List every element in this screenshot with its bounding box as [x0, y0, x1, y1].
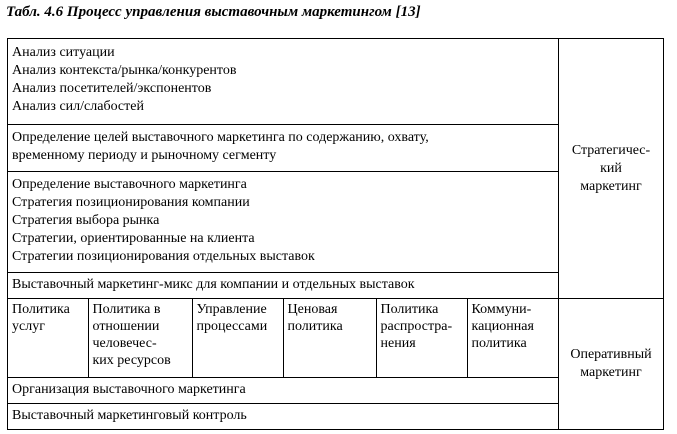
operational-marketing-label	[559, 299, 664, 430]
text-line: Коммуни-	[471, 302, 532, 317]
policy-column	[88, 299, 192, 377]
table-caption: Табл. 4.6 Процесс управления выставочным маркетингом [13]	[6, 4, 421, 20]
policy-column	[376, 299, 467, 377]
text-line: Стратегичес-	[571, 142, 651, 158]
text-line: Анализ посетителей/экспонентов	[12, 81, 212, 96]
text-line: Политика в	[92, 302, 161, 317]
text-line: политика	[471, 336, 527, 351]
text-line: кационная	[471, 319, 534, 334]
text-line: Ценовая	[287, 302, 338, 317]
text-line: Определение выставочного маркетинга	[12, 177, 247, 192]
text-line: Политика	[12, 302, 70, 317]
text-line: временному периоду и рыночному сегменту	[12, 148, 277, 163]
marketing-mix-cell	[8, 273, 559, 299]
text-line: кий	[600, 160, 622, 176]
text-line: процессами	[196, 319, 268, 334]
text-line: Анализ ситуации	[12, 45, 115, 60]
text-line: маркетинг	[580, 365, 642, 380]
text-line: Анализ контекста/рынка/конкурентов	[12, 63, 237, 78]
text-line: отношении	[92, 319, 160, 334]
text-line: Анализ сил/слабостей	[12, 99, 144, 114]
organization-cell	[8, 378, 559, 404]
text-line: Управление	[196, 302, 267, 317]
control-cell	[8, 404, 559, 430]
text-line: Стратегии позиционирования отдельных выставок	[12, 249, 315, 264]
text-line: маркетинг	[580, 178, 642, 194]
table-row	[8, 299, 559, 377]
text-line: Выставочный маркетинговый контроль	[12, 408, 247, 423]
text-line: Стратегии, ориентированные на клиента	[12, 231, 255, 246]
policy-column	[192, 299, 283, 377]
text-line: Выставочный маркетинг-микс для компании и отдельных выставок	[12, 277, 415, 292]
operational-policies-cell	[8, 299, 559, 378]
text-line: Стратегия выбора рынка	[12, 213, 160, 228]
text-line: политика	[287, 319, 343, 334]
policies-table	[8, 299, 559, 377]
text-line: Стратегия позиционирования компании	[12, 195, 250, 210]
text-line: человечес-	[92, 336, 157, 351]
strategy-cell	[8, 172, 559, 273]
text-line: нения	[380, 336, 416, 351]
goals-cell	[8, 125, 559, 172]
table-row	[8, 299, 664, 378]
marketing-process-table	[7, 38, 664, 430]
text-line: Организация выставочного маркетинга	[12, 382, 246, 397]
strategic-marketing-label	[559, 39, 664, 299]
text-line: Оперативный	[570, 347, 652, 362]
table-row	[8, 39, 664, 125]
text-line: Определение целей выставочного маркетинга по содержанию, охвату,	[12, 130, 429, 145]
text-line: распростра-	[380, 319, 453, 334]
analysis-cell	[8, 39, 559, 125]
policy-column	[467, 299, 559, 377]
text-line: Политика	[380, 302, 439, 317]
policy-column	[283, 299, 376, 377]
policy-column	[8, 299, 88, 377]
text-line: ких ресурсов	[92, 353, 171, 368]
text-line: услуг	[12, 319, 45, 334]
